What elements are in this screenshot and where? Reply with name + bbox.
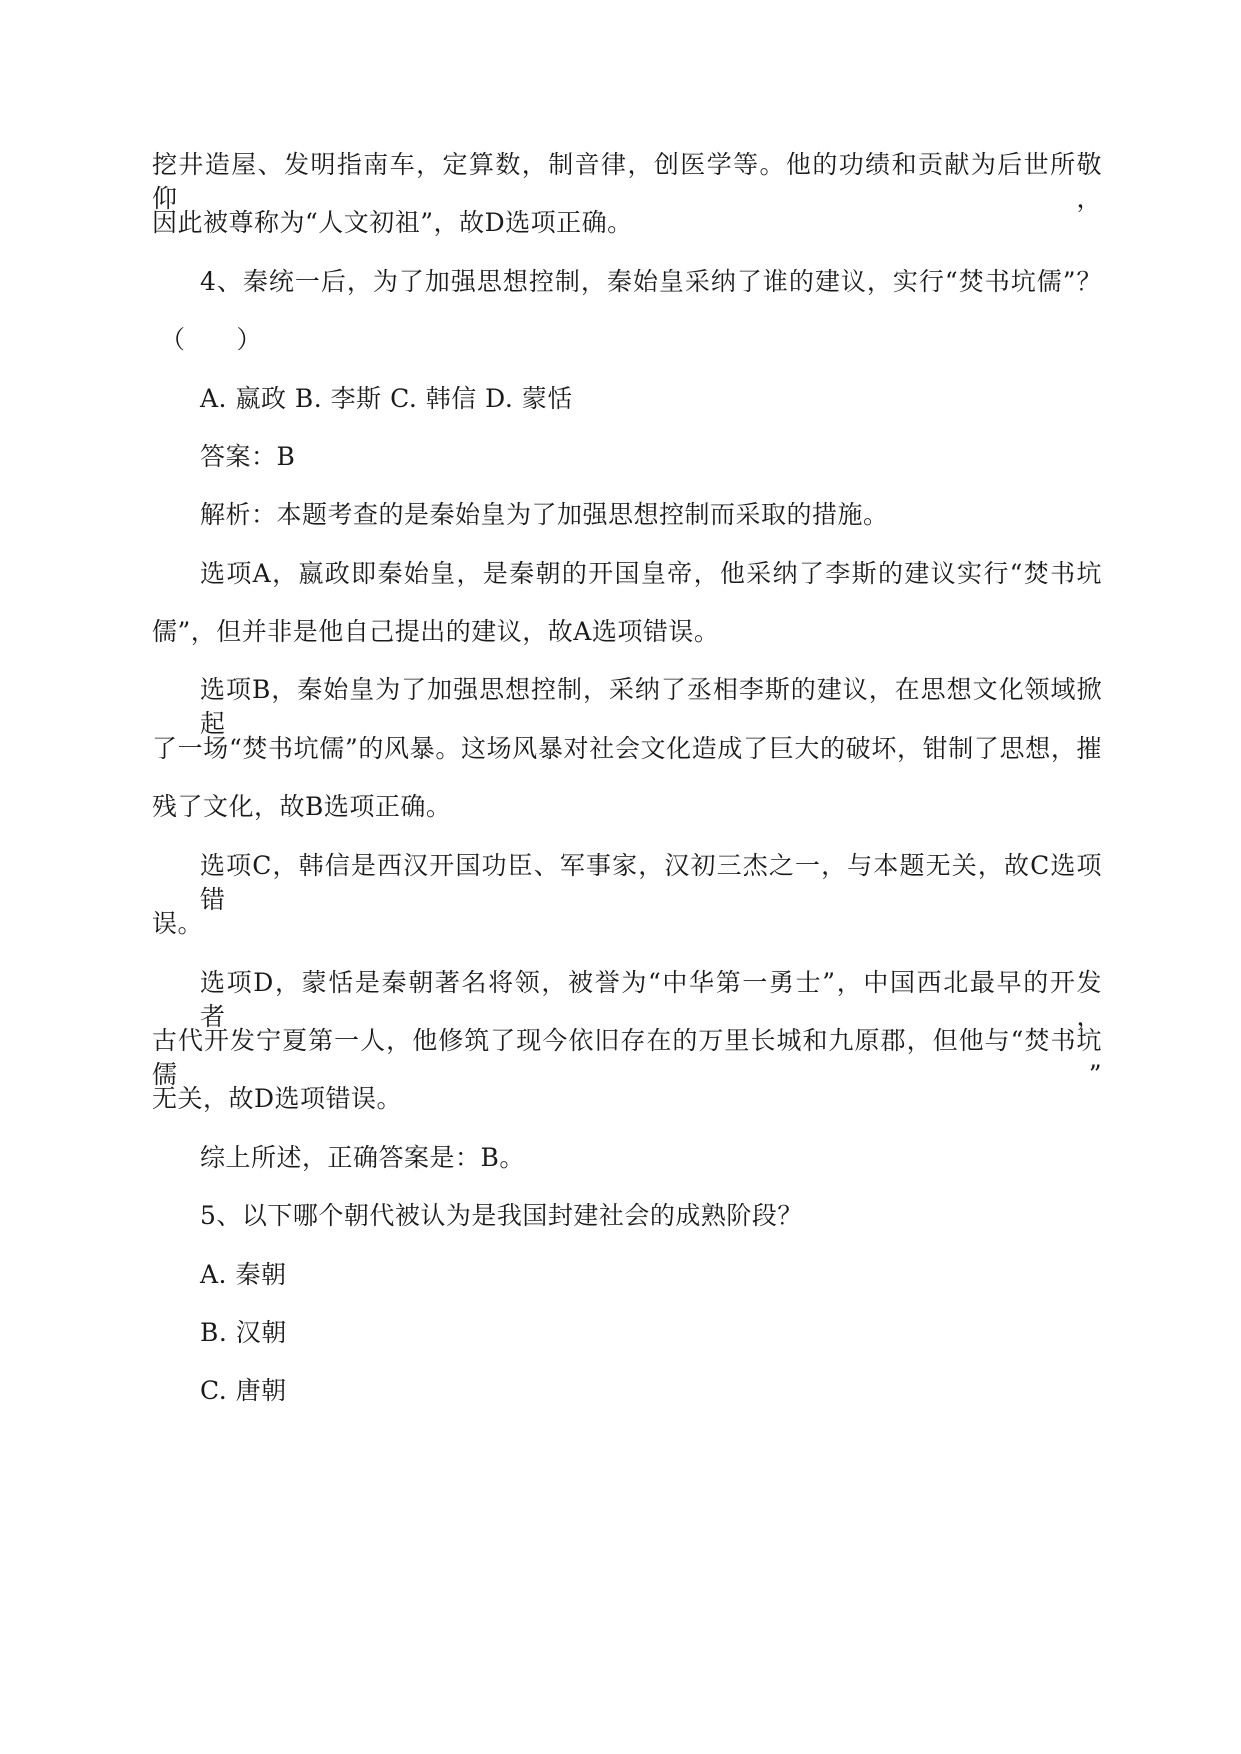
question-5-option-b: B. 汉朝: [200, 1318, 287, 1347]
question-5-option-a: A. 秦朝: [200, 1260, 287, 1289]
option-b-explanation-line-2: 了一场“焚书坑儒”的风暴。这场风暴对社会文化造成了巨大的破坏，钳制了思想，摧: [152, 734, 1102, 763]
question-5-stem: 5、以下哪个朝代被认为是我国封建社会的成熟阶段？: [200, 1201, 803, 1230]
question-5-option-c: C. 唐朝: [200, 1376, 287, 1405]
question-4-stem: 4、秦统一后，为了加强思想控制，秦始皇采纳了谁的建议，实行“焚书坑儒”？: [200, 267, 1102, 296]
question-4-analysis: 解析：本题考查的是秦始皇为了加强思想控制而采取的措施。: [200, 500, 889, 529]
option-a-explanation-line-1: 选项A，嬴政即秦始皇，是秦朝的开国皇帝，他采纳了李斯的建议实行“焚书坑: [200, 559, 1102, 588]
option-d-explanation-line-2: 古代开发宁夏第一人，他修筑了现今依旧存在的万里长城和九原郡，但他与“焚书坑儒”: [152, 1026, 1102, 1089]
option-d-explanation-line-3: 无关，故D选项错误。: [152, 1084, 403, 1113]
option-a-explanation-line-2: 儒”，但并非是他自己提出的建议，故A选项错误。: [152, 617, 720, 646]
option-b-explanation-line-1: 选项B，秦始皇为了加强思想控制，采纳了丞相李斯的建议，在思想文化领域掀起: [200, 675, 1102, 738]
option-d-explanation-line-1: 选项D，蒙恬是秦朝著名将领，被誉为“中华第一勇士”，中国西北最早的开发者，: [200, 968, 1102, 1031]
option-c-explanation-line-2: 误。: [152, 909, 204, 938]
text-line-2: 因此被尊称为“人文初祖”，故D选项正确。: [152, 208, 633, 237]
text-line-1: 挖井造屋、发明指南车，定算数，制音律，创医学等。他的功绩和贡献为后世所敬仰，: [152, 150, 1102, 213]
option-c-explanation-line-1: 选项C，韩信是西汉开国功臣、军事家，汉初三杰之一，与本题无关，故C选项错: [200, 851, 1102, 914]
question-4-conclusion: 综上所述，正确答案是：B。: [200, 1143, 525, 1172]
option-b-explanation-line-3: 残了文化，故B选项正确。: [152, 792, 452, 821]
question-4-answer: 答案：B: [200, 442, 296, 471]
question-4-blank: （ ）: [160, 325, 263, 354]
question-4-options: A. 嬴政 B. 李斯 C. 韩信 D. 蒙恬: [200, 384, 573, 413]
